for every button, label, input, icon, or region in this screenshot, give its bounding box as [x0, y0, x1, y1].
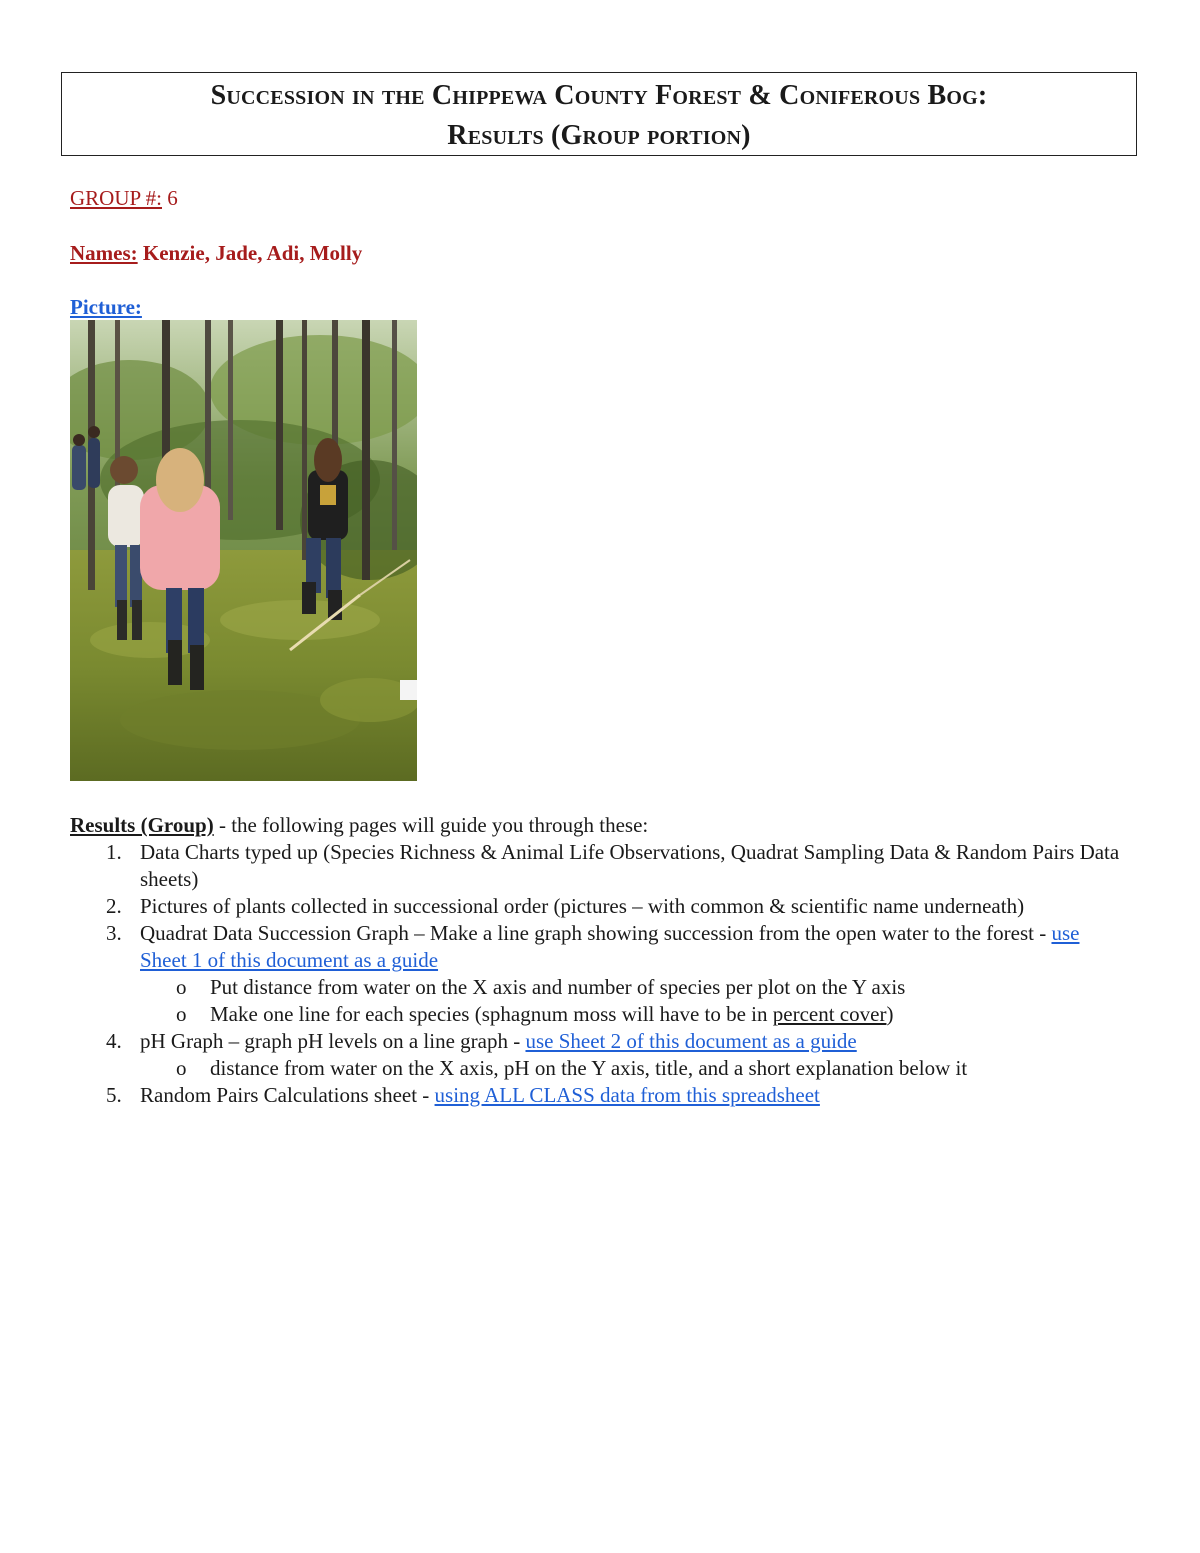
item-number: 3. [106, 921, 122, 945]
list-item [70, 1028, 1120, 1082]
list-item [70, 893, 1120, 920]
sub-item-tail: ) [886, 1002, 894, 1026]
group-value: 6 [162, 186, 178, 210]
sheet-2-guide-link[interactable]: use Sheet 2 of this document as a guide [525, 1029, 857, 1053]
sub-bullet: o [176, 1056, 187, 1080]
results-intro-text: - the following pages will guide you through these: [213, 813, 649, 837]
group-label: GROUP #: [70, 186, 162, 210]
title-line-1: Succession in the Chippewa County Forest & Coniferous Bog: [210, 80, 988, 111]
title-line-2: Results (Group portion) [447, 120, 751, 151]
group-photo [70, 320, 417, 781]
sheet-1-guide-link[interactable]: use Sheet 1 of this document as a guide [140, 921, 1080, 972]
sub-list-item [140, 1001, 1120, 1028]
results-intro [70, 812, 1120, 839]
list-item [70, 920, 1120, 1028]
results-list [70, 839, 1120, 1109]
picture-label: Picture: [70, 295, 142, 319]
sub-list [140, 1055, 1120, 1082]
names-label: Names: [70, 241, 138, 265]
sub-list-item [140, 974, 1120, 1001]
sub-item-text: distance from water on the X axis, pH on the Y axis, title, and a short explanation below it [210, 1056, 968, 1080]
sub-item-text: Put distance from water on the X axis and number of species per plot on the Y axis [210, 975, 906, 999]
item-text: Random Pairs Calculations sheet - [140, 1083, 435, 1107]
sub-list-item [140, 1055, 1120, 1082]
list-item [70, 839, 1120, 893]
document-title-box [61, 72, 1137, 156]
percent-cover-text: percent cover [772, 1002, 887, 1026]
class-data-spreadsheet-link[interactable]: using ALL CLASS data from this spreadsheet [434, 1083, 820, 1107]
item-text: pH Graph – graph pH levels on a line graph - [140, 1029, 526, 1053]
sub-list [140, 974, 1120, 1028]
sub-bullet: o [176, 1002, 187, 1026]
item-number: 2. [106, 894, 122, 918]
sub-bullet: o [176, 975, 187, 999]
names-value: Kenzie, Jade, Adi, Molly [137, 241, 363, 265]
item-text: Data Charts typed up (Species Richness & Animal Life Observations, Quadrat Sampling Data & Random Pairs Data sheets) [140, 840, 1120, 891]
results-heading: Results (Group) [70, 813, 214, 837]
item-text: Quadrat Data Succession Graph – Make a line graph showing succession from the open water to the forest - [140, 921, 1052, 945]
item-number: 1. [106, 840, 122, 864]
list-item [70, 1082, 1120, 1109]
item-number: 4. [106, 1029, 122, 1053]
sub-item-text: Make one line for each species (sphagnum moss will have to be in [210, 1002, 773, 1026]
results-section [70, 812, 1120, 1109]
item-text: Pictures of plants collected in successional order (pictures – with common & scientific name underneath) [140, 894, 1025, 918]
group-names [70, 241, 362, 266]
group-number [70, 186, 178, 211]
item-number: 5. [106, 1083, 122, 1107]
